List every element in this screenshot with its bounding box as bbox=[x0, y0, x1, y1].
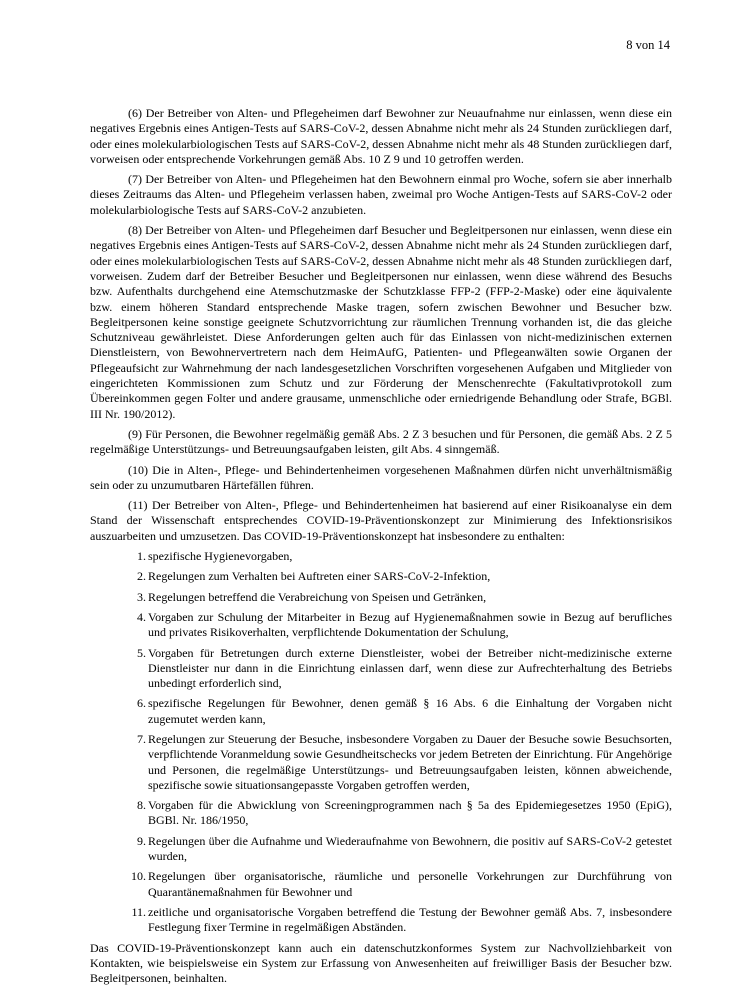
list-item-text: Regelungen über die Aufnahme und Wiederaufnahme von Bewohnern, die positiv auf SARS-CoV-2 getestet wurden, bbox=[148, 833, 672, 864]
list-item-text: Vorgaben zur Schulung der Mitarbeiter in Bezug auf Hygienemaßnahmen sowie in Bezug auf berufliches und privates Risikoverhalten, verpflichtende Dokumentation der Schulung, bbox=[148, 609, 672, 640]
list-item-number: 6. bbox=[137, 696, 146, 711]
list-item-text: zeitliche und organisatorische Vorgaben betreffend die Testung der Bewohner gemäß Abs. 7, insbesondere Festlegung fixer Termine in regelmäßigen Abständen. bbox=[148, 904, 672, 935]
list-item-number: 5. bbox=[137, 645, 146, 660]
list-item-text: Regelungen betreffend die Verabreichung von Speisen und Getränken, bbox=[148, 589, 487, 604]
list-item-text: Regelungen zur Steuerung der Besuche, insbesondere Vorgaben zu Dauer der Besuche sowie Besuchsorten, verpflichtende Voranmeldung sowie Gesundheitschecks vor jedem Betreten der Einrichtung. Für Angehörige und Personen, die regelmäßige Unterstützungs- und Betreuungsaufgaben leisten, können abweichende, spezifische sowie situationsangepasste Vorgaben getroffen werden, bbox=[148, 731, 672, 792]
list-item-number: 1. bbox=[137, 549, 146, 564]
list-item-number: 11. bbox=[131, 904, 146, 919]
list-item bbox=[90, 646, 672, 692]
list-item-text: Regelungen über organisatorische, räumliche und personelle Vorkehrungen zur Durchführung von Quarantänemaßnahmen für Bewohner und bbox=[148, 869, 672, 899]
closing-paragraph: Das COVID-19-Präventionskonzept kann auch ein datenschutzkonformes System zur Nachvollziehbarkeit von Kontakten, wie beispielsweise ein System zur Erfassung von Anwesenheiten auf freiwilliger Basis der Besucher bzw. Begleitpersonen, beinhalten. bbox=[90, 940, 672, 986]
list-item bbox=[90, 549, 672, 564]
list-item-number: 2. bbox=[137, 569, 146, 584]
list-item-number: 4. bbox=[137, 609, 146, 624]
list-item-number: 10. bbox=[131, 869, 146, 884]
list-item bbox=[90, 569, 672, 584]
paragraph-11: (11) Der Betreiber von Alten-, Pflege- und Behindertenheimen hat basierend auf einer Risikoanalyse ein dem Stand der Wissenschaft entsprechendes COVID-19-Präventionskonzept zur Minimierung des Infektionsrisikos auszuarbeiten und umzusetzen. Das COVID-19-Präventionskonzept hat insbesondere zu enthalten: bbox=[90, 498, 672, 543]
list-item bbox=[90, 610, 672, 641]
list-item-text: spezifische Regelungen für Bewohner, denen gemäß § 16 Abs. 6 die Einhaltung der Vorgaben nicht zugemutet werden kann, bbox=[148, 696, 672, 726]
list-item-text: Vorgaben für Betretungen durch externe Dienstleister, wobei der Betreiber nicht-medizinische externe Dienstleister nur dann in die Einrichtung einlassen darf, wenn diese zur Aufrechterhaltung des Betriebs unbedingt erforderlich sind, bbox=[148, 645, 672, 691]
paragraph-8: (8) Der Betreiber von Alten- und Pflegeheimen darf Besucher und Begleitpersonen nur einlassen, wenn diese ein negatives Ergebnis eines Antigen-Tests auf SARS-CoV-2, dessen Abnahme nicht mehr als 24 Stunden zurückliegen darf, oder eines molekularbiologischen Tests auf SARS-CoV-2, dessen Abnahme nicht mehr als 48 Stunden zurückliegen darf, vorweisen. Zudem darf der Betreiber Besucher und Begleitpersonen nur einlassen, wenn diese während des Besuchs bzw. Aufenthalts durchgehend eine Atemschutzmaske der Schutzklasse FFP-2 (FFP-2-Maske) oder eine äquivalente bzw. einem höheren Standard entsprechende Maske tragen, sofern zwischen Bewohner und Besucher bzw. Begleitpersonen keine sonstige geeignete Schutzvorrichtung zur räumlichen Trennung vorhanden ist, die das gleiche Schutzniveau gewährleistet. Diese Anforderungen gelten auch für das Einlassen von nicht-medizinischen externen Dienstleistern, von Bewohnervertretern nach dem HeimAufG, Patienten- und Pflegeanwälten sowie Organen der Pflegeaufsicht zur Wahrnehmung der nach landesgesetzlichen Vorschriften vorgesehenen Aufgaben und Mitglieder von eingerichteten Kommissionen zum Schutz und zur Förderung der Menschenrechte (Fakultativprotokoll zum Übereinkommen gegen Folter und andere grausame, unmenschliche oder erniedrigende Behandlung oder Strafe, BGBl. III Nr. 190/2012). bbox=[90, 223, 672, 421]
list-item-number: 7. bbox=[137, 731, 146, 746]
list-item bbox=[90, 590, 672, 605]
page-number: 8 von 14 bbox=[626, 38, 670, 52]
document-body bbox=[90, 106, 672, 986]
list-item-text: Vorgaben für die Abwicklung von Screeningprogrammen nach § 5a des Epidemiegesetzes 1950 (EpiG), BGBl. Nr. 186/1950, bbox=[148, 798, 672, 828]
list-item bbox=[90, 732, 672, 793]
list-item bbox=[90, 905, 672, 936]
paragraph-10: (10) Die in Alten-, Pflege- und Behindertenheimen vorgesehenen Maßnahmen dürfen nicht unverhältnismäßig sein oder zu unzumutbaren Härtefällen führen. bbox=[90, 462, 672, 492]
list-item-number: 3. bbox=[137, 589, 146, 604]
list-item bbox=[90, 869, 672, 900]
list-item bbox=[90, 798, 672, 829]
paragraph-9: (9) Für Personen, die Bewohner regelmäßig gemäß Abs. 2 Z 3 besuchen und für Personen, die gemäß Abs. 2 Z 5 regelmäßige Unterstützungs- und Betreuungsaufgaben leisten, gilt Abs. 4 sinngemäß. bbox=[90, 426, 672, 457]
list-item-number: 9. bbox=[137, 833, 146, 848]
list-item-number: 8. bbox=[137, 798, 146, 813]
paragraph-6: (6) Der Betreiber von Alten- und Pflegeheimen darf Bewohner zur Neuaufnahme nur einlassen, wenn diese ein negatives Ergebnis eines Antigen-Tests auf SARS-CoV-2, dessen Abnahme nicht mehr als 24 Stunden zurückliegen darf, oder eines molekularbiologischen Tests auf SARS-CoV-2, dessen Abnahme nicht mehr als 48 Stunden zurückliegen darf, vorweisen oder entsprechende Vorkehrungen gemäß Abs. 10 Z 9 und 10 getroffen werden. bbox=[90, 106, 672, 166]
list-item bbox=[90, 696, 672, 727]
list-item-text: Regelungen zum Verhalten bei Auftreten einer SARS-CoV-2-Infektion, bbox=[148, 569, 491, 584]
prevention-concept-list bbox=[90, 549, 672, 936]
list-item bbox=[90, 834, 672, 865]
list-item-text: spezifische Hygienevorgaben, bbox=[148, 549, 293, 564]
paragraph-7: (7) Der Betreiber von Alten- und Pflegeheimen hat den Bewohnern einmal pro Woche, sofern sie aber innerhalb dieses Zeitraums das Alten- und Pflegeheim verlassen haben, zweimal pro Woche Antigen-Tests auf SARS-CoV-2 oder molekularbiologische Tests auf SARS-CoV-2 anzubieten. bbox=[90, 172, 672, 217]
